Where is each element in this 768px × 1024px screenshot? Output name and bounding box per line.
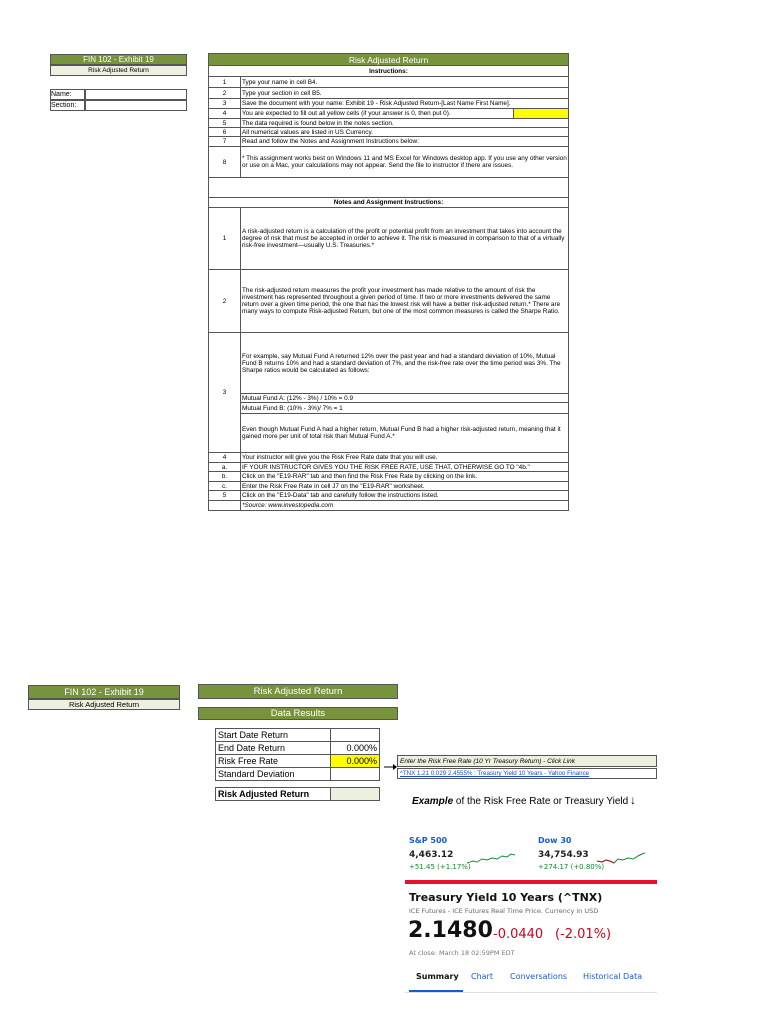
- red-divider: [405, 880, 657, 884]
- step-text: Click on the "E19-Data" tab and carefully follow the instructions listed.: [241, 491, 569, 501]
- spacer-row: [216, 781, 380, 788]
- bottom-exhibit-title: FIN 102 - Exhibit 19: [28, 685, 180, 699]
- dow-change: +274.17 (+0.80%): [538, 863, 605, 871]
- start-date-return-cell[interactable]: [331, 729, 380, 742]
- note-num: 1: [209, 208, 241, 270]
- tab-chart[interactable]: Chart: [471, 972, 493, 981]
- instr-num: 8: [209, 147, 241, 178]
- instructions-header: Instructions:: [209, 66, 569, 77]
- step-num: 4: [209, 453, 241, 463]
- down-arrow-icon: ↓: [630, 793, 636, 807]
- result-label: Risk Adjusted Return: [216, 788, 331, 801]
- row-label: Risk Free Rate: [216, 755, 331, 768]
- bottom-exhibit-subtitle: Risk Adjusted Return: [28, 699, 180, 710]
- source-text: *Source: www.investopedia.com: [241, 501, 569, 511]
- instr-text: Type your section in cell B5.: [241, 88, 569, 99]
- sp500-sparkline: [467, 850, 515, 866]
- instr-text-span: You are expected to fill out all yellow cells (if your answer is 0, then put 0).: [242, 110, 451, 117]
- note-text: Even though Mutual Fund A had a higher return, Mutual Fund B had a higher risk-adjusted return, meaning that it gained more per unit of total risk than Mutual Fund A.*: [241, 414, 569, 453]
- name-input[interactable]: [85, 89, 187, 100]
- risk-adjusted-return-cell[interactable]: [331, 788, 380, 801]
- treasury-link[interactable]: ^TNX 1.21 0.029 2.4555% : Treasury Yield 10 Years - Yahoo Finance: [397, 768, 657, 779]
- dow-sparkline: [597, 850, 645, 866]
- step-text: IF YOUR INSTRUCTOR GIVES YOU THE RISK FREE RATE, USE THAT, OTHERWISE GO TO "4b.": [241, 463, 569, 472]
- section-label: Section:: [50, 100, 85, 111]
- step-num: b.: [209, 472, 241, 482]
- instructions-table: [208, 65, 569, 511]
- instr-num: 1: [209, 77, 241, 88]
- row-label: Standard Deviation: [216, 768, 331, 781]
- treasury-price: 2.1480: [408, 918, 493, 943]
- step-text: Click on the "E19-RAR" tab and then find the Risk Free Rate by clicking on the link.: [241, 472, 569, 482]
- instr-text: The data required is found below in the notes section.: [241, 119, 569, 128]
- blank-num: [209, 501, 241, 511]
- name-label: Name:: [50, 89, 85, 100]
- notes-header: Notes and Assignment Instructions:: [209, 198, 569, 208]
- tab-summary[interactable]: Summary: [416, 972, 459, 981]
- example-rest: of the Risk Free Rate or Treasury Yield: [453, 796, 629, 807]
- note-text: Mutual Fund B: (10% - 3%)/ 7% = 1: [241, 403, 569, 414]
- sp500-value: 4,463.12: [409, 850, 454, 860]
- step-text: Enter the Risk Free Rate in cell J7 on the "E19-RAR" worksheet.: [241, 482, 569, 491]
- instr-num: 4: [209, 109, 241, 119]
- row-label: End Date Return: [216, 742, 331, 755]
- note-text: A risk-adjusted return is a calculation of the profit or potential profit from an investment that takes into account the degree of risk that must be accepted in order to achieve it. The risk is measured in comparison to that of a virtually risk-free investment—usually U.S. Treasuries.*: [241, 208, 569, 270]
- enter-rate-note: Enter the Risk Free Rate (10 Yr Treasury Return) - Click Link: [397, 755, 657, 767]
- instr-text: Save the document with your name: Exhibit 19 - Risk Adjusted Return-[Last Name First Name].: [241, 99, 569, 109]
- finance-snippet: [405, 830, 660, 1000]
- step-num: c.: [209, 482, 241, 491]
- tab-conversations[interactable]: Conversations: [510, 972, 568, 981]
- section-input[interactable]: [85, 100, 187, 111]
- step-num: a.: [209, 463, 241, 472]
- treasury-change-pct: (-2.01%): [555, 927, 612, 942]
- std-dev-cell[interactable]: [331, 768, 380, 781]
- note-text: For example, say Mutual Fund A returned 12% over the past year and had a standard deviation of 10%, Mutual Fund B returns 10% and had a standard deviation of 7%, and the risk-free rate over the time period was 3%. The Sharpe ratios would be calculated as follows:: [241, 333, 569, 394]
- dow-value: 34,754.93: [538, 850, 589, 860]
- exhibit-title: FIN 102 - Exhibit 19: [50, 54, 187, 65]
- tabs-divider: [405, 992, 657, 993]
- instr-text: [241, 109, 569, 119]
- sp500-name[interactable]: S&P 500: [409, 836, 448, 845]
- row-label: Start Date Return: [216, 729, 331, 742]
- treasury-subtitle: ICE Futures - ICE Futures Real Time Price. Currency in USD: [409, 907, 599, 915]
- close-time: At close: March 18 02:59PM EDT: [409, 949, 515, 957]
- instr-text: * This assignment works best on Windows 11 and MS Excel for Windows desktop app. If you use any other version or use on a Mac, your calculations may not appear. Send the file to instructor if there are issues.: [241, 147, 569, 178]
- note-num: 2: [209, 270, 241, 333]
- instr-num: 6: [209, 128, 241, 137]
- risk-free-rate-cell[interactable]: 0.000%: [331, 755, 380, 768]
- instr-num: 3: [209, 99, 241, 109]
- note-text: The risk-adjusted return measures the profit your investment has made relative to the amount of risk the investment has represented throughout a given period of time. If two or more investments delivered the same return over a given time period, the one that has the lowest risk will have a better risk-adjusted return.* There are many ways to compute Risk-adjusted Return, but one of the most common measures is called the Sharpe Ratio.: [241, 270, 569, 333]
- treasury-title: Treasury Yield 10 Years (^TNX): [409, 891, 603, 904]
- step-num: 5: [209, 491, 241, 501]
- yellow-example-cell: [513, 109, 568, 118]
- instr-num: 7: [209, 137, 241, 147]
- end-date-return-cell[interactable]: 0.000%: [331, 742, 380, 755]
- tab-historical-data[interactable]: Historical Data: [583, 972, 643, 981]
- instr-num: 2: [209, 88, 241, 99]
- note-text: Mutual Fund A: (12% - 3%) / 10% = 0.9: [241, 394, 569, 403]
- instr-text: Type your name in cell B4.: [241, 77, 569, 88]
- exhibit-subtitle: Risk Adjusted Return: [50, 65, 187, 76]
- blank-row: [209, 178, 569, 198]
- example-bold: Example: [412, 796, 454, 807]
- sp500-change: +51.45 (+1.17%): [409, 863, 471, 871]
- step-text: Your instructor will give you the Risk Free Rate date that you will use.: [241, 453, 569, 463]
- instr-text: All numerical values are listed in US Currency.: [241, 128, 569, 137]
- main-title: Risk Adjusted Return: [208, 53, 569, 66]
- dow-name[interactable]: Dow 30: [538, 836, 572, 845]
- treasury-change: -0.0440: [493, 927, 544, 942]
- instr-text: Read and follow the Notes and Assignment Instructions below:: [241, 137, 569, 147]
- data-results-table: [215, 728, 380, 801]
- example-caption: [412, 796, 628, 807]
- note-num: 3: [209, 333, 241, 453]
- bottom-main-title: Risk Adjusted Return: [198, 684, 398, 699]
- instr-num: 5: [209, 119, 241, 128]
- pointer-arrow-icon: [383, 758, 397, 766]
- data-results-title: Data Results: [198, 707, 398, 720]
